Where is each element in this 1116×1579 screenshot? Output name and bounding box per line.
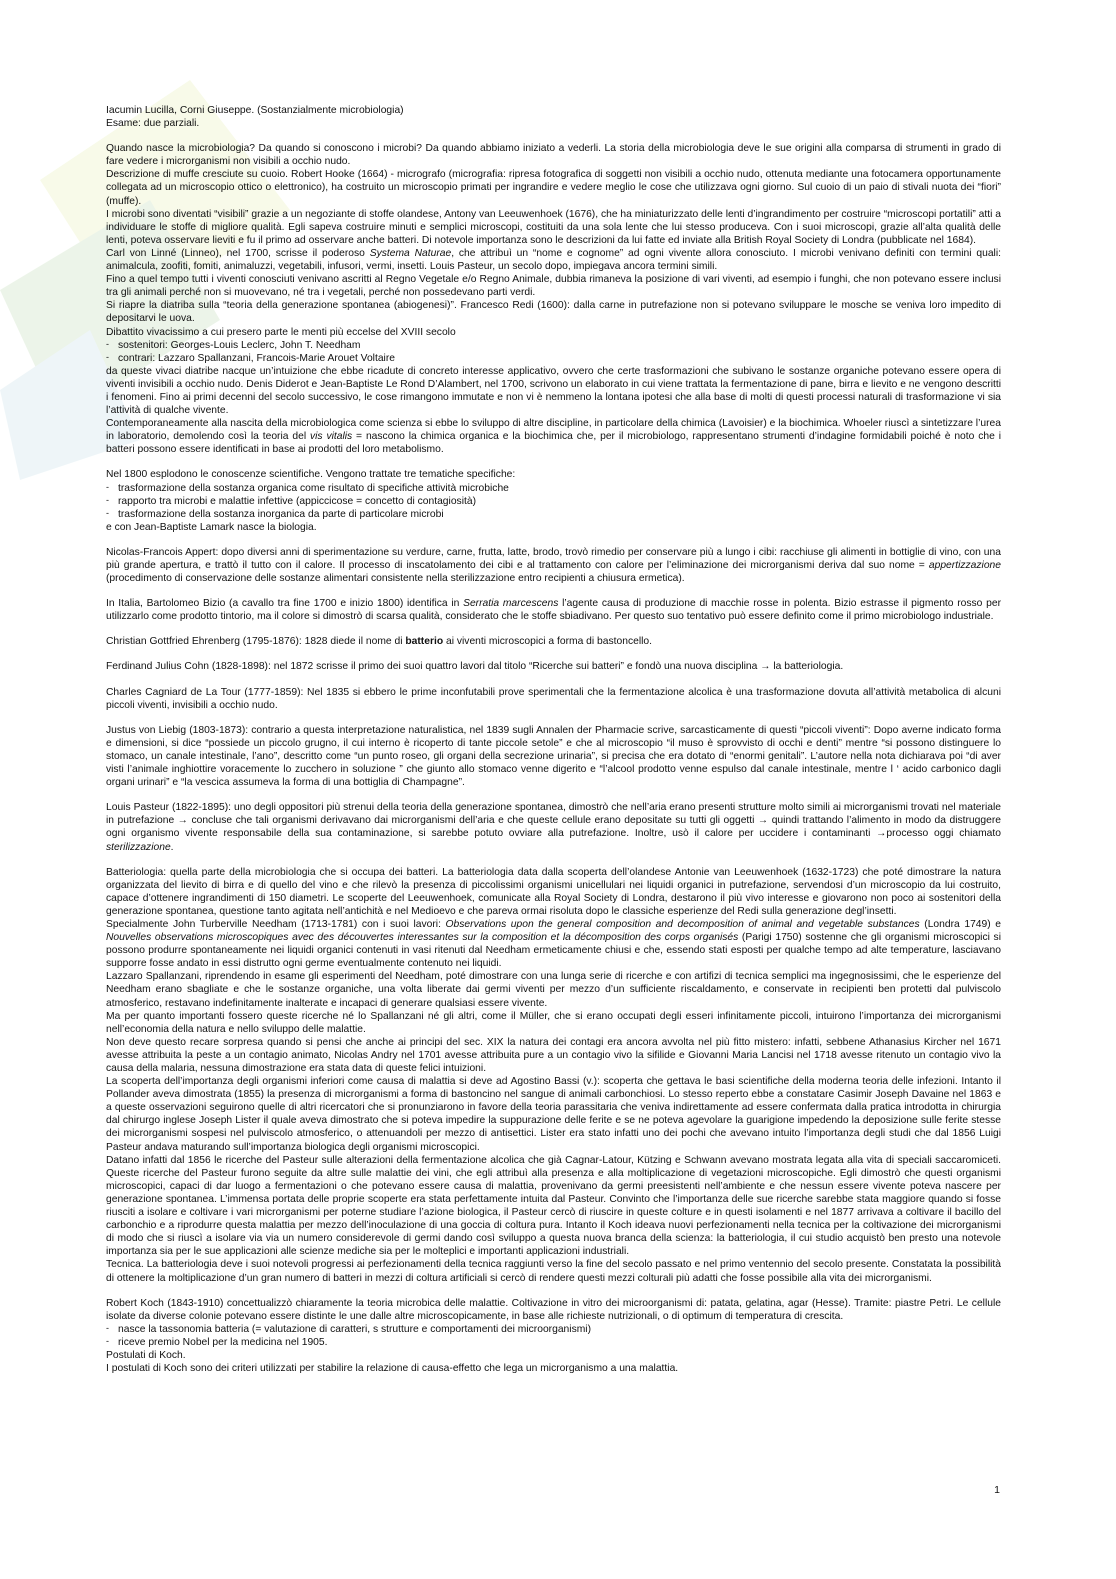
paragraph-postulati-title: Postulati di Koch. [106,1349,186,1361]
list-item: - trasformazione della sostanza organica come risultato di specifiche attività microbiche [106,482,1001,495]
paragraph-dibattito: Dibattito vivacissimo a cui presero parte le menti più eccelse del XVIII secolo [106,326,456,338]
paragraph-redi: Si riapre la diatriba sulla “teoria della generazione spontanea (abiogenesi)”. Francesco Redi (1600): dalla carne in putrefazione non si potevano sviluppare le mosche se veniva loro impedito di depositarvi le uova. [106,300,1001,325]
header-exam: Esame: due parziali. [106,118,200,130]
paragraph-intro: Quando nasce la microbiologia? Da quando si conoscono i microbi? Da quando abbiamo iniziato a vederli. La storia della microbiologia deve le sue origini alla comparsa di strumenti in grado di fare vedere i microrganismi non visibili a occhio nudo. [106,143,1001,168]
header-authors: Iacumin Lucilla, Corni Giuseppe. (Sostanzialmente microbiologia) [106,105,404,116]
document-body [106,104,1001,1375]
paragraph-spallanzani: Lazzaro Spallanzani, riprendendo in esame gli esperimenti del Needham, poté dimostrare con una lunga serie di ricerche e con artifizi di tecnica semplici ma ingegnosissimi, che le esperienze del Needham erano sbagliate e che le sostanze organiche, una volta liberate dai germi viventi per mezzo d’un sufficiente riscaldamento, e conservate in recipienti ben protetti dal pulviscolo atmosferico, restavano indefinitamente inalterate e incapaci di generare qualsiasi essere vivente. [106,971,1001,1009]
paragraph-1800: Nel 1800 esplodono le conoscenze scientifiche. Vengono trattate tre tematiche specifiche: [106,469,516,481]
paragraph-ehrenberg: Christian Gottfried Ehrenberg (1795-1876): 1828 diede il nome di batterio ai viventi microscopici a forma di bastoncello. [106,636,653,648]
paragraph-cagniard: Charles Cagniard de La Tour (1777-1859): Nel 1835 si ebbero le prime inconfutabili prove sperimentali che la fermentazione alcolica è una trasformazione dovuta all’attività metabolica di alcuni piccoli viventi, invisibili a occhio nudo. [106,686,1001,711]
list-item: - riceve premio Nobel per la medicina nel 1905. [106,1336,1001,1349]
list-item: - contrari: Lazzaro Spallanzani, Francois-Marie Arouet Voltaire [106,352,1001,365]
paragraph-postulati: I postulati di Koch sono dei criteri utilizzati per stabilire la relazione di causa-effetto che lega un microrganismo a una malattia. [106,1363,679,1375]
paragraph-bassi: La scoperta dell’importanza degli organismi inferiori come causa di malattia si deve ad Agostino Bassi (v.): scoperta che gettava le basi scientifiche della moderna teoria delle infezioni. Intanto il Pollander aveva dimostrata (1855) la presenza di microrganismi a forma di bastoncino nel sangue di animali carbonchiosi. Lo stesso reperto ebbe a constatare Casimir Joseph Davaine nel 1863 e a queste osservazioni seguirono quelle di altri ricercatori che si pronunziarono in favore della teoria parassitaria che veniva indirettamente ad essere confermata dalla pratica introdotta in chirurgia dal chirurgo inglese Joseph Lister il quale aveva dimostrato che si poteva impedire la suppurazione delle ferite e se ne poteva agevolare la guarigione impedendo la deposizione sulle ferite stesse dei microrganismi sospesi nel pulviscolo atmosferico, o attenuandoli per mezzo di antisettici. Lister era stato infatti uno dei pochi che avevano intuito l’importanza degli studi che dal 1856 Luigi Pasteur andava maturando sull’importanza biologica degli organismi microscopici. [106,1076,1001,1153]
paragraph-bizio: In Italia, Bartolomeo Bizio (a cavallo tra fine 1700 e inizio 1800) identifica in Serratia marcescens l’agente causa di produzione di macchie rosse in polenta. Bizio estrasse il pigmento rosso per utilizzarlo come prodotto tintorio, ma il colore si dimostrò di scarsa qualità, considerato che le stoffe sbiadivano. Per questo suo tentativo può essere definito come il primo microbiologo industriale. [106,598,1001,623]
list-item: - rapporto tra microbi e malattie infettive (appiccicose = concetto di contagiosità) [106,495,1001,508]
paragraph-pasteur: Louis Pasteur (1822-1895): uno degli oppositori più strenui della teoria della generazione spontanea, dimostrò che nell’aria erano presenti strutture molto simili ai microrganismi trovati nel materiale in putrefazione → concluse che tali organismi derivavano dai microrganismi dell’aria e che queste cellule erano depositate su tutti gli oggetti → quindi trattando l’alimento in modo da distruggere ogni organismo vivente responsabile della sua contaminazione, si sarebbe potuto ovviare alla putrefazione. Inoltre, usò il calore per uccidere i contaminanti →processo oggi chiamato sterilizzazione. [106,802,1001,853]
paragraph-datano: Datano infatti dal 1856 le ricerche del Pasteur sulle alterazioni della fermentazione alcolica che già Cagnar-Latour, Kützing e Schwann avevano mostrata legata alla vita di speciali saccaromiceti. Queste ricerche del Pasteur furono seguite da altre sulle malattie dei vini, che egli attribuì alla presenza e alla moltiplicazione di vegetazioni microscopiche. Egli dimostrò che questi organismi microscopici, capaci di dar luogo a fermentazioni o che potevano essere causa di malattia, provenivano da germi preesistenti nell’ambiente e che nessun essere vivente poteva nascere per generazione spontanea. L’immensa portata delle proprie scoperte era stata perfettamente intuita dal Pasteur. Convinto che l’importanza delle sue ricerche sarebbe stata maggiore quando si fosse riusciti a isolare e coltivare i vari microrganismi per poterne studiare l’azione biologica, il Pasteur cercò di riuscire in queste colture e in questi isolamenti e nel 1877 arrivava a coltivare il bacillo del carbonchio e a riprodurre questa malattia per mezzo dell’inoculazione di una goccia di coltura pura. Intanto il Koch ideava nuovi perfezionamenti nella tecnica per la coltivazione dei microrganismi di modo che si riuscì a isolare via via un numero considerevole di germi dando così sviluppo a questa nuova branca della scienza: la batteriologia, il cui studio acquistò ben presto una notevole importanza sia per le sue applicazioni alle scienze mediche sia per le molteplici e importanti applicazioni industriali. [106,1154,1001,1258]
page-number: 1 [994,1484,1000,1496]
paragraph-leeuwenhoek: I microbi sono diventati “visibili” grazie a un negoziante di stoffe olandese, Antony van Leeuwenhoek (1676), che ha miniaturizzato delle lenti d’ingrandimento per costruire “microscopi portatili” atti a individuare le stoffe di migliore qualità. Egli sapeva costruire minuti e semplici microscopi, costituiti da una sola lente che lui stesso produceva. Con i suoi microscopi, grazie all’alta qualità delle lenti, poteva osservare lieviti e fu il primo ad osservare anche batteri. Di notevole importanza sono le descrizioni da lui fatte ed inviate alla British Royal Society di Londra (pubblicate nel 1684). [106,208,1001,246]
paragraph-needham: Specialmente John Turberville Needham (1713-1781) con i suoi lavori: Observations upon the general composition and decomposition of animal and vegetable substances (Londra 1749) e Nouvelles observations microscopiques avec des découvertes interessantes sur la composition et la décomposition des corps organisés (Parigi 1750) sostenne che gli organismi microscopici si possono produrre spontaneamente nei liquidi organici contenuti in vasi ritenuti dal Needham ermeticamente chiusi e che, essendo stati esposti per qualche tempo ad alte temperature, lasciavano supporre fosse andato in essi distrutto ogni germe eventualmente contenuto nei liquidi. [106,918,1002,970]
paragraph-cohn: Ferdinand Julius Cohn (1828-1898): nel 1872 scrisse il primo dei suoi quattro lavori dal titolo “Ricerche sui batteri” e fondò una nuova disciplina → la batteriologia. [106,661,844,673]
paragraph-appert: Nicolas-Francois Appert: dopo diversi anni di sperimentazione su verdure, carne, frutta, latte, brodo, trovò rimedio per conservare più a lungo i cibi: racchiuse gli alimenti in bottiglie di vino, con una più grande apertura, e trattò il tutto con il calore. Il processo di inscatolamento dei cibi e al trattamento con calore per l’eliminazione dei microrganismi deriva dal suo nome = appertizzazione (procedimento di conservazione delle sostanze alimentari consistente nella sterilizzazione entro recipienti a chiusura ermetica). [106,546,1001,585]
paragraph-diatribe: da queste vivaci diatribe nacque un’intuizione che ebbe ricadute di concreto interesse applicativo, ovvero che certe trasformazioni che subivano le sostanze organiche potevano essere opera di viventi invisibili a occhio nudo. Denis Diderot e Jean-Baptiste Le Rond D’Alambert, nel 1700, scrivono un elaborato in cui viene trattata la fermentazione di pane, birra e lievito e ne vengono descritti i fenomeni. Fino ai primi decenni del secolo successivo, le cose rimangono immutate e non vi è nemmeno la lontana ipotesi che alla base di molti di questi processi naturali di trasformazione vi sia l’attività di qualche vivente. [106,365,1001,417]
list-item: - nasce la tassonomia batteria (= valutazione di caratteri, s strutture e comportamenti dei microorganismi) [106,1323,1001,1336]
paragraph-muller: Ma per quanto importanti fossero queste ricerche né lo Spallanzani né gli altri, come il Müller, che si erano occupati degli esseri infinitamente piccoli, intuirono l’importanza dei microrganismi nell’economia della natura e nello sviluppo delle malattie. [106,1010,1001,1035]
bullet-list-1800 [106,482,1001,521]
paragraph-hooke: Descrizione di muffe cresciute su cuoio. Robert Hooke (1664) - micrografo (micrografia: ripresa fotografica di soggetti non visibili a occhio nudo, ottenuta mediante una fotocamera opportunamente collegata ad un microscopio ottico o elettronico), ha costruito un microscopio primati per ingrandire e vedere meglio le cose che utilizzava ogni giorno. Sul cuoio di un paio di stivali nuota dei “fiori” (muffe). [106,169,1001,207]
paragraph-koch: Robert Koch (1843-1910) concettualizzò chiaramente la teoria microbica delle malattie. Coltivazione in vitro dei microorganismi di: patata, gelatina, agar (Hesse). Tramite: piastre Petri. Le cellule isolate da diverse colonie potevano essere distinte le une dalle altre microscopicamente, in base alle richieste nutrizionali, o di optimum di temperatura di crescita. [106,1297,1001,1322]
paragraph-lamark: e con Jean-Baptiste Lamark nasce la biologia. [106,521,317,533]
paragraph-chimica: Contemporaneamente alla nascita della microbiologica come scienza si ebbe lo sviluppo di altre discipline, in particolare della chimica (Lavoisier) e la biochimica. Whoeler riuscì a sintetizzare l’urea in laboratorio, demolendo così la teoria del vis vitalis = nascono la chimica organica e la biochimica che, per il microbiologo, rappresentano strumenti d’indagine formidabili poiché è noto che i batteri possono essere identificati in base ai prodotti del loro metabolismo. [106,418,1001,456]
bullet-list-koch [106,1323,1001,1349]
list-item: - trasformazione della sostanza inorganica da parte di particolare microbi [106,508,1001,521]
list-item: - sostenitori: Georges-Louis Leclerc, John T. Needham [106,339,1001,352]
paragraph-kircher: Non deve questo recare sorpresa quando si pensi che anche ai principi del sec. XIX la natura dei contagi era ancora avvolta nel più fitto mistero: infatti, sebbene Athanasius Kircher nel 1671 avesse attribuita la peste a un contagio animato, Nicolas Andry nel 1701 avesse attribuita pure a un contagio vivo la sifilide e Giovanni Maria Lancisi nel 1718 avesse ritenuto un contagio vivo la causa della malaria, nessuna dimostrazione era stata data di queste felici intuizioni. [106,1036,1001,1074]
bullet-list-dibattito [106,339,1001,365]
paragraph-regno: Fino a quel tempo tutti i viventi conosciuti venivano ascritti al Regno Vegetale e/o Regno Animale, dubbia rimaneva la posizione di vari viventi, ad esempio i funghi, che non potevano essere inclusi tra gli animali perché non si muovevano, né tra i vegetali, perché non possedevano parti verdi. [106,274,1001,299]
paragraph-linne: Carl von Linné (Linneo), nel 1700, scrisse il poderoso Systema Naturae, che attribuì un “nome e cognome” ad ogni vivente allora conosciuto. I microbi venivano definiti con termini quali: animalcula, zoofiti, fomiti, animaluzzi, vegetabili, infusori, vermi, insetti. Louis Pasteur, un secolo dopo, impiegava ancora termini simili. [106,247,1001,273]
paragraph-tecnica: Tecnica. La batteriologia deve i suoi notevoli progressi ai perfezionamenti della tecnica raggiunti verso la fine del secolo passato e nel primo ventennio del secolo presente. Constatata la possibilità di ottenere la moltiplicazione d’un gran numero di batteri in mezzi di coltura artificiali si cercò di rendere questi mezzi colturali più adatti che fosse possibile alla vita dei microrganismi. [106,1259,1001,1284]
paragraph-batteriologia: Batteriologia: quella parte della microbiologia che si occupa dei batteri. La batteriologia data dalla scoperta dell’olandese Antonie van Leeuwenhoek (1632-1723) che poté dimostrare la natura organizzata del lievito di birra e di quello del vino e che rilevò la presenza di piccolissimi organismi unicellulari nei liquidi organici in putrefazione, servendosi d’un microscopio da lui costruito, capace d’ottenere ingrandimenti di 150 diametri. Le scoperte del Leeuwenhoek, comunicate alla Royal Society di Londra, destarono il più vivo interesse e giovarono non poco ai sostenitori della generazione spontanea, questione tanto agitata nell’antichità e nel Medioevo e che pareva ormai risoluta dopo le classiche esperienze del Redi sulla generazione degl’insetti. [106,866,1001,917]
paragraph-liebig: Justus von Liebig (1803-1873): contrario a questa interpretazione naturalistica, nel 1839 sugli Annalen der Pharmacie scrive, sarcasticamente di questi “piccoli viventi”: Dopo averne indicato forma e dimensioni, si dice “possiede un piccolo grugno, il cui interno è ricoperto di tante piccole setole” e che al microscopio “il muso è sprovvisto di occhi e denti” mentre “si possono distinguere lo stomaco, un canale intestinale, l’ano”, descritto come “un punto roseo, gli organi della secrezione urinaria”, si precisa che era dotato di “enormi genitali”. L’autore nella nota dichiarava poi “di aver visti l’animale inghiottire voracemente lo zucchero in soluzione ” che giunto allo stomaco venne digerito e “l’alcool prodotto venne espulso dal canale intestinale, mentre l ‘ acido carbonico dagli organi urinari” e “la vescica assumeva la forma di una bottiglia di Champagne”. [106,724,1001,789]
